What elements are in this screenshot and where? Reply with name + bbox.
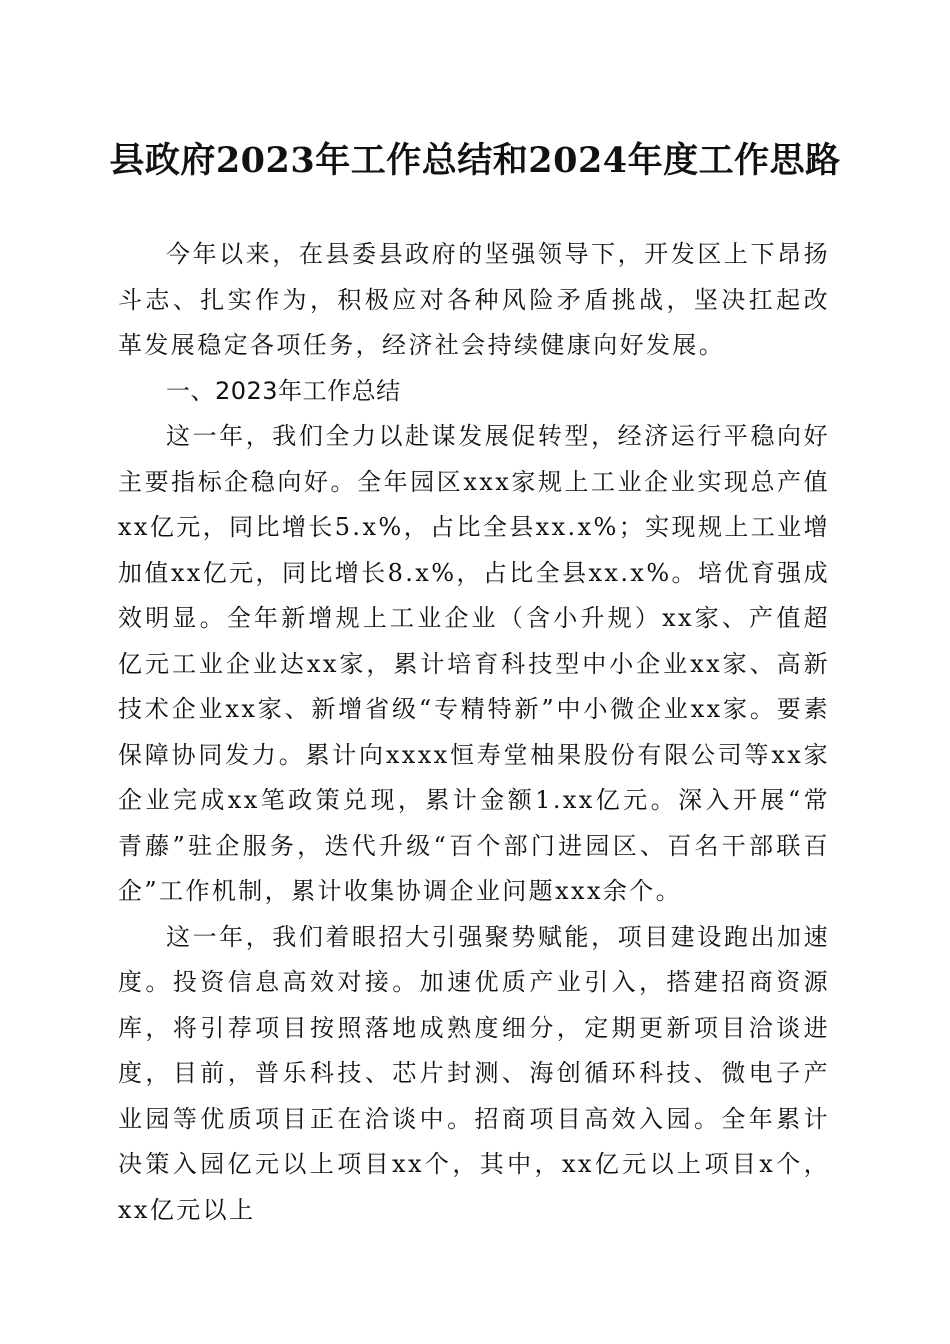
intro-paragraph: 今年以来，在县委县政府的坚强领导下，开发区上下昂扬斗志、扎实作为，积极应对各种风险矛盾挑战，坚决扛起改革发展稳定各项任务，经济社会持续健康向好发展。 <box>118 240 830 359</box>
document-title: 县政府2023年工作总结和2024年度工作思路 <box>109 140 841 181</box>
paragraph-investment: 这一年，我们着眼招大引强聚势赋能，项目建设跑出加速度。投资信息高效对接。加速优质产业引入，搭建招商资源库，将引荐项目按照落地成熟度细分，定期更新项目洽谈进度，目前，普乐科技、芯片封测、海创循环科技、微电子产业园等优质项目正在洽谈中。招商项目高效入园。全年累计决策入园亿元以上项目xx个，其中，xx亿元以上项目x个，xx亿元以上 <box>118 922 830 1224</box>
section-heading-2023-summary: 一、2023年工作总结 <box>166 376 401 405</box>
paragraph-economy: 这一年，我们全力以赴谋发展促转型，经济运行平稳向好主要指标企稳向好。全年园区xxx家规上工业企业实现总产值xx亿元，同比增长5.x%，占比全县xx.x%；实现规上工业增加值xx亿元，同比增长8.x%，占比全县xx.x%。培优育强成效明显。全年新增规上工业企业（含小升规）xx家、产值超亿元工业企业达xx家，累计培育科技型中小企业xx家、高新技术企业xx家、新增省级“专精特新”中小微企业xx家。要素保障协同发力。累计向xxxx恒寿堂柚果股份有限公司等xx家企业完成xx笔政策兑现，累计金额1.xx亿元。深入开展“常青藤”驻企服务，迭代升级“百个部门进园区、百名干部联百企”工作机制，累计收集协调企业问题xxx余个。 <box>118 422 830 905</box>
document-body <box>118 232 830 1233</box>
